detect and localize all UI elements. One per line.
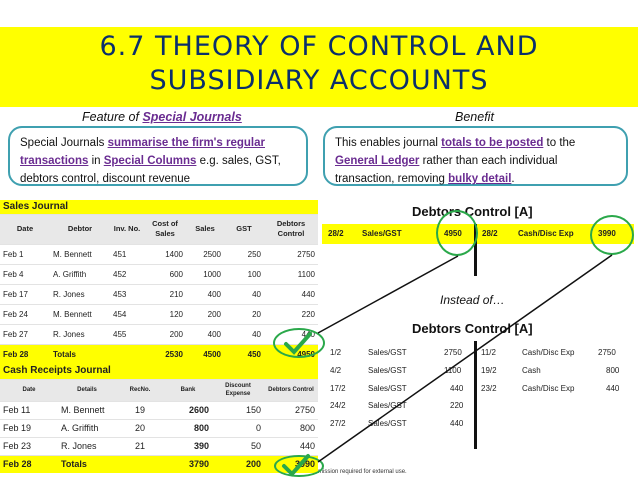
ledger-b-debit-amount: 440 — [450, 384, 464, 393]
instead-of-label: Instead of… — [440, 293, 505, 307]
receipt-no-cell: 20 — [116, 419, 164, 437]
cost-cell: 1400 — [144, 244, 186, 264]
date-cell: Feb 23 — [0, 437, 58, 455]
ledger-b-debit-details: Sales/GST — [368, 366, 407, 375]
ledger-b-debit-details: Sales/GST — [368, 384, 407, 393]
cost-cell: 120 — [144, 304, 186, 324]
ledger-b-credit-amount: 800 — [606, 366, 620, 375]
debtor-cell: R. Jones — [50, 284, 110, 304]
benefit-emphasis: General Ledger — [335, 155, 420, 167]
ledger-b-debit-date: 17/2 — [330, 384, 346, 393]
column-header: Inv. No. — [110, 214, 144, 244]
column-header: Debtors Control — [264, 379, 318, 401]
ledger-a-debit-date: 28/2 — [328, 229, 344, 238]
sales-total: 4500 — [186, 344, 224, 364]
date-cell: Feb 1 — [0, 244, 50, 264]
ledger-b-debit-amount: 2750 — [444, 348, 462, 357]
column-header: Cost of Sales — [144, 214, 186, 244]
bank-cell: 2600 — [164, 401, 212, 419]
invoice-cell: 451 — [110, 244, 144, 264]
feature-header-link: Special Journals — [142, 110, 242, 124]
sales-cell: 400 — [186, 324, 224, 344]
debtors-control-total: 4950 — [264, 344, 318, 364]
feature-emphasis: summarise the firm's regular — [107, 137, 265, 149]
arrow-receipts-to-ledger — [318, 255, 612, 462]
invoice-cell: 453 — [110, 284, 144, 304]
date-cell: Feb 17 — [0, 284, 50, 304]
receipt-no-cell: 21 — [116, 437, 164, 455]
ledger-b-debit-amount: 440 — [450, 419, 464, 428]
ledger-a-credit-amount: 3990 — [598, 229, 616, 238]
benefit-text: transaction, removing — [335, 173, 449, 185]
ledger-b-title: Debtors Control [A] — [412, 321, 533, 336]
feature-emphasis: Special Columns — [103, 155, 197, 167]
date-cell: Feb 27 — [0, 324, 50, 344]
column-header: Details — [58, 379, 116, 401]
sales-journal-title: Sales Journal — [0, 200, 318, 214]
debtors-control-total: 3990 — [264, 455, 318, 473]
date-cell: Feb 4 — [0, 264, 50, 284]
debtors-control-cell: 800 — [264, 419, 318, 437]
ledger-b-debit-date: 4/2 — [330, 366, 342, 375]
invoice-cell: 455 — [110, 324, 144, 344]
column-header: Date — [0, 214, 50, 244]
ledger-b-credit-date: 19/2 — [481, 366, 497, 375]
gst-cell: 250 — [224, 244, 264, 264]
debtor-cell: M. Bennett — [50, 244, 110, 264]
gst-cell: 40 — [224, 324, 264, 344]
bank-cell: 800 — [164, 419, 212, 437]
feature-emphasis: transactions — [20, 155, 89, 167]
check-icon — [286, 334, 310, 352]
invoice-cell: 454 — [110, 304, 144, 324]
totals-label: Totals — [58, 455, 116, 473]
ledger-b-debit-date: 1/2 — [330, 348, 342, 357]
column-header: RecNo. — [116, 379, 164, 401]
ledger-b-credit-details: Cash — [522, 366, 541, 375]
sales-cell: 400 — [186, 284, 224, 304]
details-cell: R. Jones — [58, 437, 116, 455]
cost-cell: 600 — [144, 264, 186, 284]
sales-cell: 2500 — [186, 244, 224, 264]
ledger-b-credit-amount: 440 — [606, 384, 620, 393]
ledger-b-debit-details: Sales/GST — [368, 419, 407, 428]
date-cell: Feb 24 — [0, 304, 50, 324]
feature-text: Special Journals — [20, 137, 108, 149]
column-header: Date — [0, 379, 58, 401]
feature-text: in — [88, 155, 104, 167]
ledger-b-debit-date: 27/2 — [330, 419, 346, 428]
details-cell: A. Griffith — [58, 419, 116, 437]
column-header: Bank — [164, 379, 212, 401]
date-cell: Feb 28 — [0, 455, 58, 473]
ledger-b-credit-details: Cash/Disc Exp — [522, 348, 575, 357]
discount-total: 200 — [212, 455, 264, 473]
discount-cell: 150 — [212, 401, 264, 419]
column-header: Discount Expense — [212, 379, 264, 401]
benefit-emphasis: bulky detail — [448, 173, 512, 185]
cost-total: 2530 — [144, 344, 186, 364]
check-icon — [284, 456, 308, 474]
slide-title-line1: 6.7 THEORY OF CONTROL AND — [99, 31, 539, 62]
bank-total: 3790 — [164, 455, 212, 473]
gst-cell: 100 — [224, 264, 264, 284]
ledger-a-debit-amount: 4950 — [444, 229, 462, 238]
ledger-a-title: Debtors Control [A] — [412, 204, 533, 219]
ledger-b-credit-details: Cash/Disc Exp — [522, 384, 575, 393]
ledger-a-credit-details: Cash/Disc Exp — [518, 229, 574, 238]
debtors-control-cell: 2750 — [264, 401, 318, 419]
benefit-text: to the — [543, 137, 576, 149]
feature-header-prefix: Feature of — [82, 110, 143, 124]
cost-cell: 200 — [144, 324, 186, 344]
discount-cell: 50 — [212, 437, 264, 455]
column-header: GST — [224, 214, 264, 244]
details-cell: M. Bennett — [58, 401, 116, 419]
debtors-control-cell: 1100 — [264, 264, 318, 284]
benefit-header: Benefit — [455, 110, 494, 124]
benefit-emphasis: totals to be posted — [441, 137, 544, 149]
date-cell: Feb 11 — [0, 401, 58, 419]
sales-cell: 200 — [186, 304, 224, 324]
feature-text: debtors control, discount revenue — [20, 173, 191, 185]
debtors-control-cell: 220 — [264, 304, 318, 324]
gst-cell: 20 — [224, 304, 264, 324]
benefit-text: This enables journal — [335, 137, 442, 149]
debtors-control-cell: 440 — [264, 284, 318, 304]
benefit-text: . — [511, 173, 515, 185]
debtor-cell: A. Griffith — [50, 264, 110, 284]
ledger-b-debit-details: Sales/GST — [368, 401, 407, 410]
bank-cell: 390 — [164, 437, 212, 455]
ledger-b-debit-amount: 220 — [450, 401, 464, 410]
ledger-b-debit-date: 24/2 — [330, 401, 346, 410]
invoice-cell: 452 — [110, 264, 144, 284]
ledger-b-credit-date: 23/2 — [481, 384, 497, 393]
debtors-control-cell: 2750 — [264, 244, 318, 264]
debtor-cell: R. Jones — [50, 324, 110, 344]
column-header: Debtor — [50, 214, 110, 244]
feature-text: e.g. sales, GST, — [196, 155, 281, 167]
date-cell: Feb 28 — [0, 344, 50, 364]
ledger-a-credit-date: 28/2 — [482, 229, 498, 238]
sales-cell: 1000 — [186, 264, 224, 284]
gst-total: 450 — [224, 344, 264, 364]
discount-cell: 0 — [212, 419, 264, 437]
receipt-no-cell: 19 — [116, 401, 164, 419]
debtors-control-cell: 440 — [264, 324, 318, 344]
ledger-a-debit-details: Sales/GST — [362, 229, 402, 238]
copyright-notice: mission required for external use. — [318, 469, 407, 475]
ledger-b-credit-amount: 2750 — [598, 348, 616, 357]
gst-cell: 40 — [224, 284, 264, 304]
ledger-b-credit-date: 11/2 — [481, 348, 496, 357]
totals-label: Totals — [50, 344, 110, 364]
ledger-b-debit-amount: 1100 — [444, 366, 462, 375]
benefit-text: rather than each individual — [419, 155, 558, 167]
cash-receipts-journal-title: Cash Receipts Journal — [0, 362, 318, 379]
ledger-b-debit-details: Sales/GST — [368, 348, 407, 357]
column-header: Debtors Control — [264, 214, 318, 244]
slide-title-line2: SUBSIDIARY ACCOUNTS — [149, 65, 489, 96]
debtor-cell: M. Bennett — [50, 304, 110, 324]
debtors-control-cell: 440 — [264, 437, 318, 455]
arrow-sales-to-ledger — [318, 256, 458, 333]
date-cell: Feb 19 — [0, 419, 58, 437]
column-header: Sales — [186, 214, 224, 244]
cost-cell: 210 — [144, 284, 186, 304]
